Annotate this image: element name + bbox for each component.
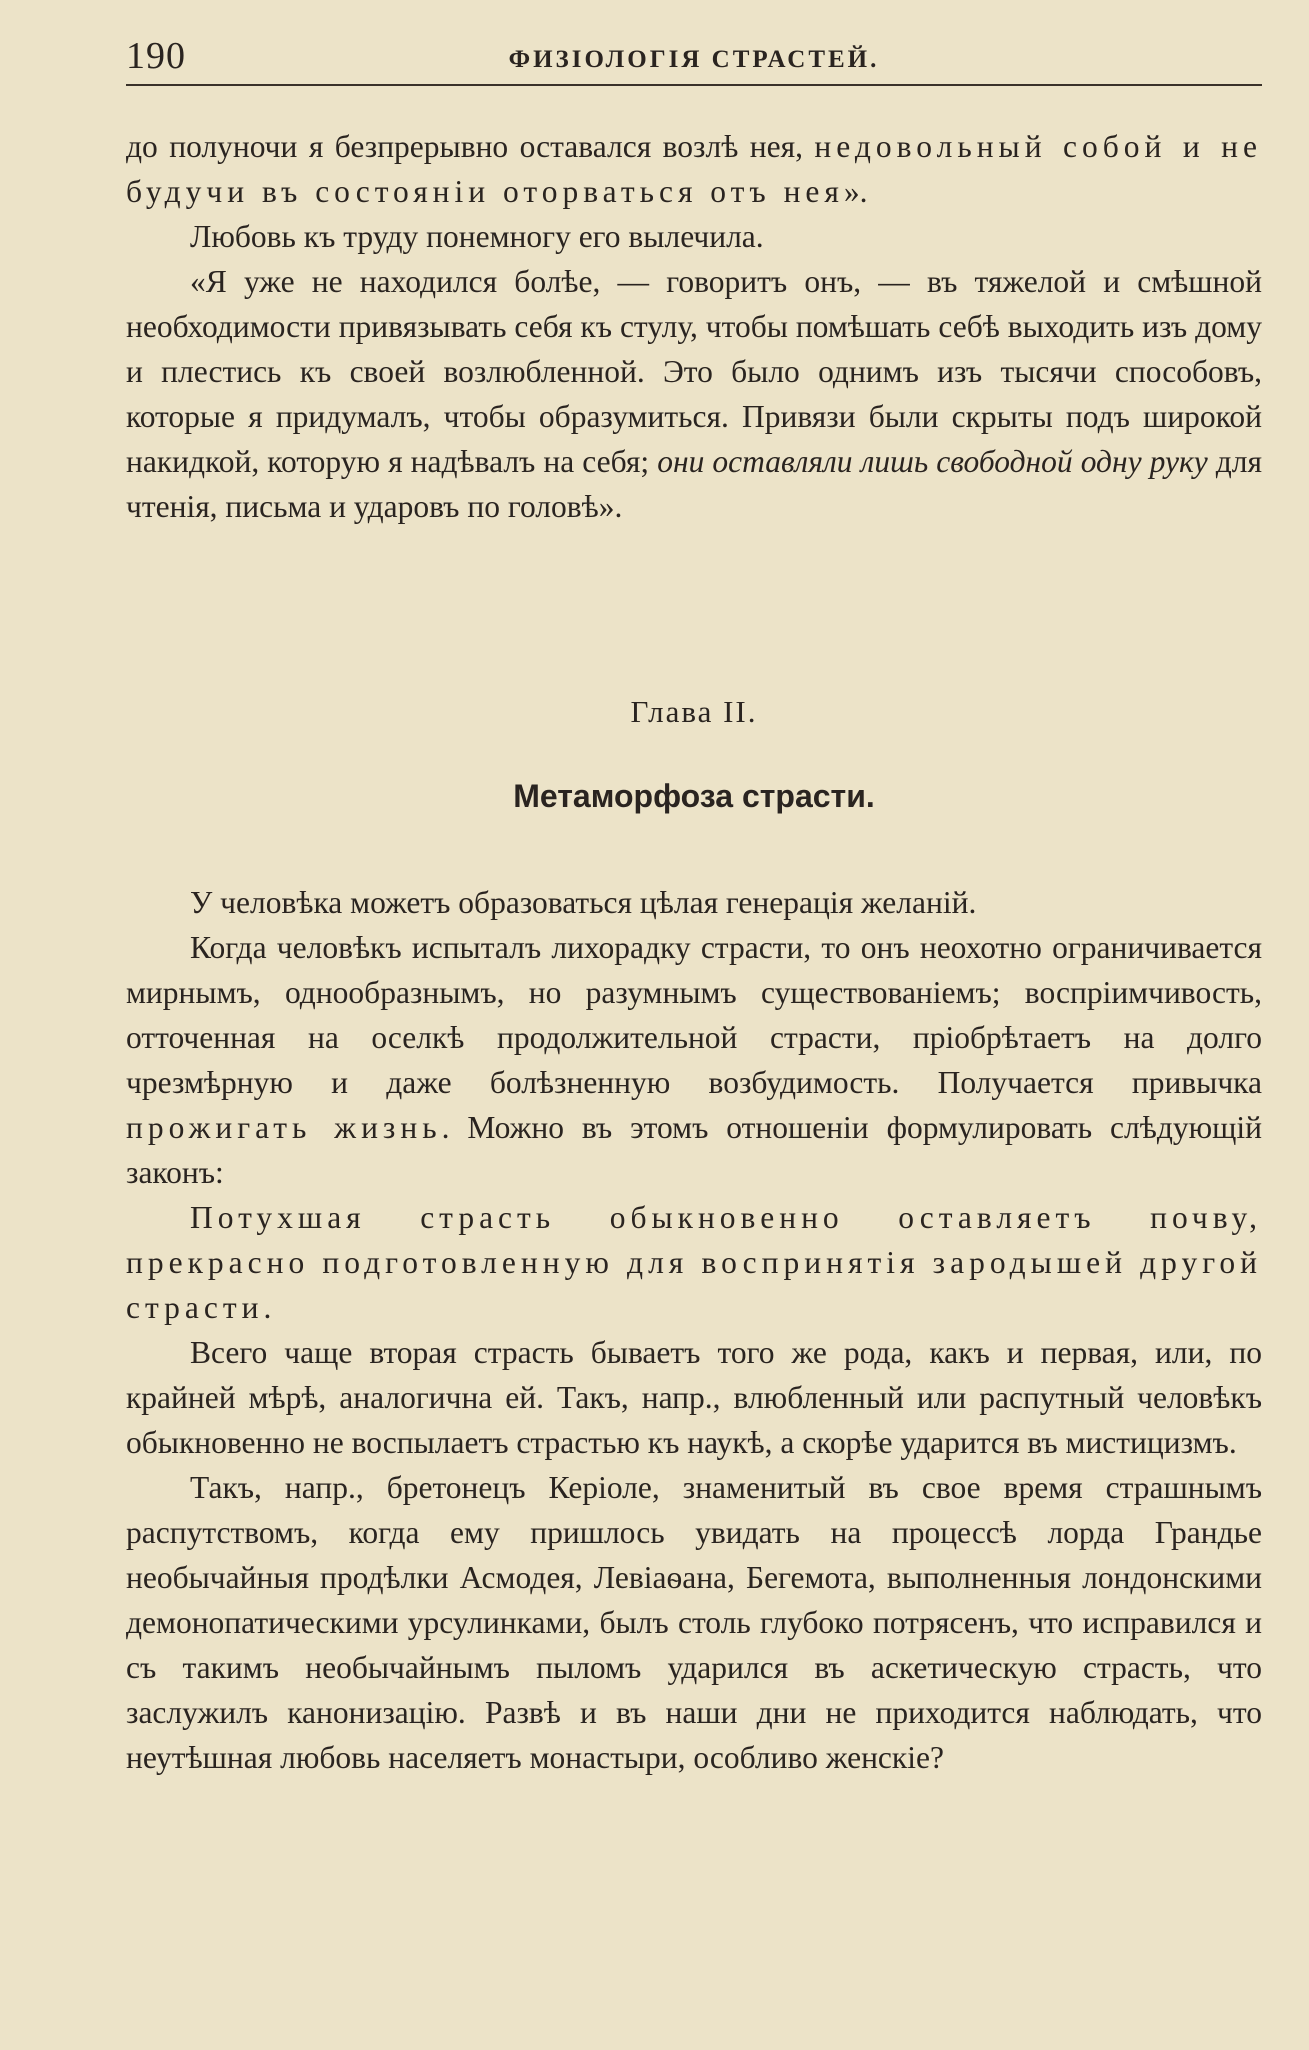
law-statement: Потухшая страсть обыкновенно оставляетъ почву, прекрасно подготовленную для воспринятія зародышей другой страсти. [126, 1200, 1262, 1325]
text-run: . Можно въ этомъ отношеніи формулировать слѣдующій законъ: [126, 1110, 1263, 1190]
chapter-title: Метаморфоза страсти. [513, 778, 875, 814]
chapter-label: Глава II. [630, 694, 758, 729]
text-block-top [126, 124, 1262, 529]
paragraph [126, 124, 1262, 214]
header-rule [126, 84, 1262, 86]
paragraph [126, 259, 1262, 529]
page-header [126, 30, 1262, 90]
text-run: Когда человѣкъ испыталъ лихорадку страсти, то онъ неохотно ограничивается мирнымъ, однообразнымъ, но разумнымъ существованіемъ; воспріимчивость, отточенная на оселкѣ продолжительной страсти, пріобрѣтаетъ на долго чрезмѣрную и даже болѣзненную возбудимость. Получается привычка [126, 930, 1262, 1100]
paragraph: Всего чаще вторая страсть бываетъ того же рода, какъ и первая, или, по крайней мѣрѣ, аналогична ей. Такъ, напр., влюбленный или распутный человѣкъ обыкновенно не воспылаетъ страстью къ наукѣ, а скорѣе ударится въ мистицизмъ. [126, 1335, 1262, 1460]
italic-run: они оставляли лишь свободной одну руку [657, 444, 1208, 479]
running-title: ФИЗІОЛОГІЯ СТРАСТЕЙ. [508, 46, 880, 73]
spaced-emphasis: недовольный собой и не будучи въ состояніи оторваться отъ нея [126, 129, 1262, 209]
paragraph: Такъ, напр., бретонецъ Керіоле, знаменитый въ свое время страшнымъ распутствомъ, когда ему пришлось увидать на процессѣ лорда Грандье необычайныя продѣлки Асмодея, Левіаѳана, Бегемота, выполненныя лондонскими демонопатическими урсулинками, былъ столь глубоко потрясенъ, что исправился и съ такимъ необычайнымъ пыломъ ударился въ аскетическую страсть, что заслужилъ канонизацію. Развѣ и въ наши дни не приходится наблюдать, что неутѣшная любовь населяетъ монастыри, особливо женскіе? [126, 1470, 1262, 1775]
page-number: 190 [126, 35, 186, 77]
paragraph [126, 925, 1262, 1195]
text-run: для чтенія, письма и ударовъ по головѣ». [126, 444, 1262, 524]
text-run: до полуночи я безпрерывно оставался возлѣ нея, [126, 129, 815, 164]
text-run: ». [843, 174, 868, 209]
paragraph: Любовь къ труду понемногу его вылечила. [190, 219, 764, 254]
text-block-bottom [126, 880, 1262, 1780]
text-run: «Я уже не находился болѣе, — говоритъ онъ, — въ тяжелой и смѣшной необходимости привязывать себя къ стулу, чтобы помѣшать себѣ выходить изъ дому и плестись къ своей возлюбленной. Это было однимъ изъ тысячи способовъ, которые я придумалъ, чтобы образумиться. Привязи были скрыты подъ широкой накидкой, которую я надѣвалъ на себя; [126, 264, 1262, 479]
paragraph: У человѣка можетъ образоваться цѣлая генерація желаній. [190, 885, 977, 920]
spaced-emphasis: прожигать жизнь [126, 1110, 442, 1145]
